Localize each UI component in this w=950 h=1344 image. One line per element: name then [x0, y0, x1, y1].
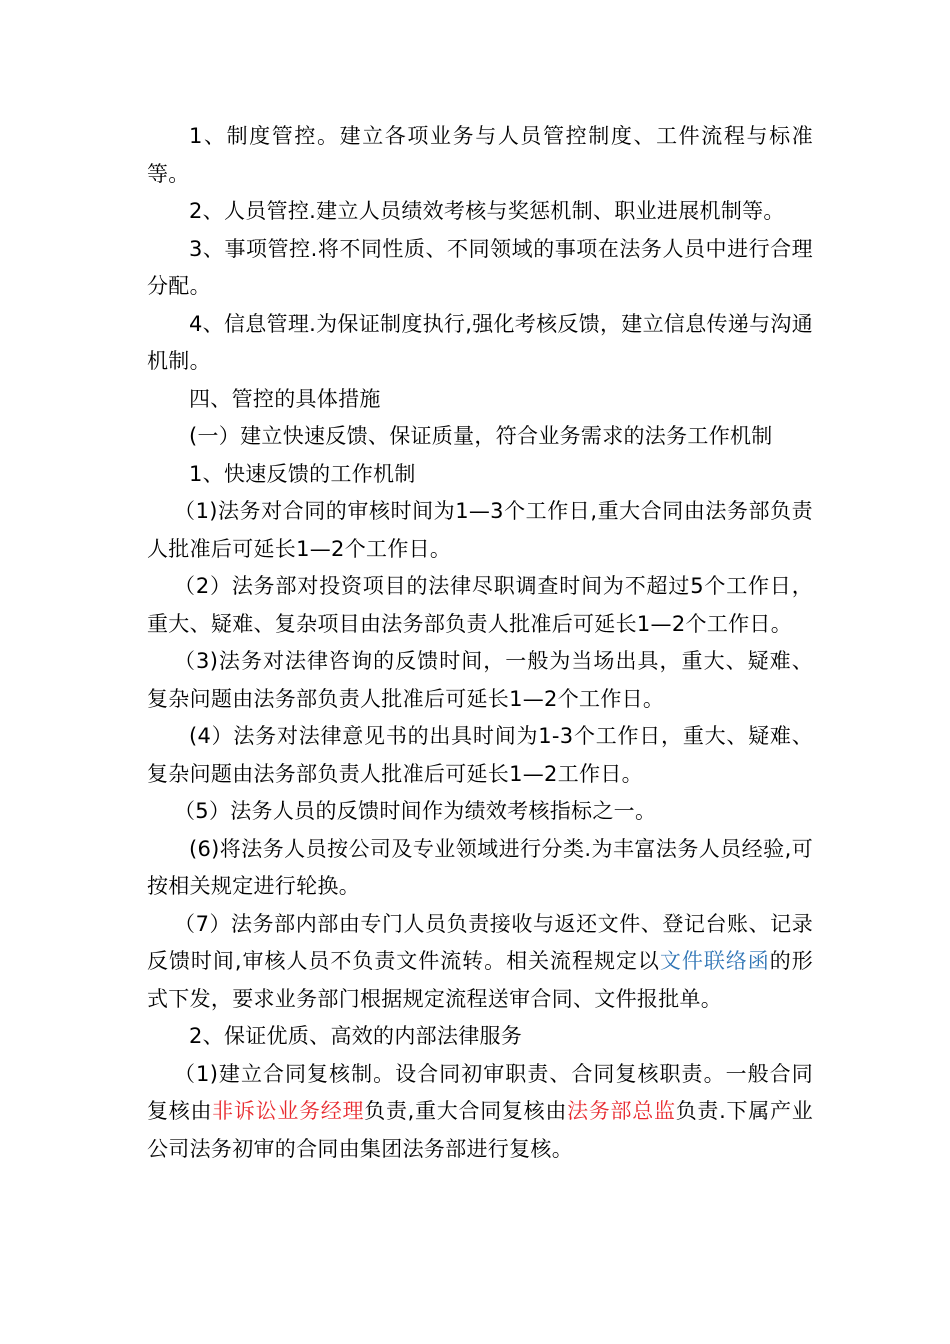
- paragraph-text: （5）法务人员的反馈时间作为绩效考核指标之一。: [174, 799, 657, 823]
- paragraph-text: 1、制度管控。建立各项业务与人员管控制度、工件流程与标准等。: [147, 124, 813, 186]
- paragraph-text: 2、人员管控.建立人员绩效考核与奖惩机制、职业进展机制等。: [189, 199, 785, 223]
- paragraph-p13: [147, 831, 813, 906]
- paragraph-p2: [147, 193, 813, 231]
- paragraph-text: (6)将法务人员按公司及专业领域进行分类.为丰富法务人员经验,可按相关规定进行轮换。: [147, 836, 813, 898]
- paragraph-p12: [147, 793, 813, 831]
- highlighted-text: 法务部总监: [567, 1099, 676, 1123]
- paragraph-p14: [147, 906, 813, 1019]
- paragraph-text: （1)法务对合同的审核时间为1—3个工作日,重大合同由法务部负责人批准后可延长1—2个工作日。: [147, 499, 813, 561]
- paragraph-text: （7）法务部内部由专门人员负责接收与返还文件、登记台账、记录反馈时间,审核人员不负责文件流转。相关流程规定以: [147, 911, 813, 973]
- paragraph-p9: [147, 568, 813, 643]
- paragraph-text: 的形式下发，要求业务部门根据规定流程送审合同、文件报批单。: [147, 949, 814, 1011]
- paragraph-text: 四、管控的具体措施: [189, 386, 381, 411]
- paragraph-p7: [147, 456, 813, 494]
- paragraph-p15: [147, 1018, 813, 1056]
- paragraph-text: （3)法务对法律咨询的反馈时间，一般为当场出具，重大、疑难、复杂问题由法务部负责人批准后可延长1—2个工作日。: [147, 649, 813, 711]
- paragraph-text: 负责.下属产业公司法务初审的合同由集团法务部进行复核。: [147, 1099, 813, 1161]
- link-text[interactable]: 文件联络函: [659, 949, 770, 973]
- paragraph-p3: [147, 231, 813, 306]
- paragraph-p6: [147, 418, 813, 456]
- paragraph-text: 3、事项管控.将不同性质、不同领域的事项在法务人员中进行合理分配。: [147, 236, 813, 298]
- paragraph-text: 1、快速反馈的工作机制: [189, 461, 416, 486]
- paragraph-p1: [147, 118, 813, 193]
- paragraph-p5: [147, 381, 813, 419]
- paragraph-p16: [147, 1056, 813, 1169]
- paragraph-p11: [147, 718, 813, 793]
- paragraph-p10: [147, 643, 813, 718]
- paragraph-text: （2）法务部对投资项目的法律尽职调查时间为不超过5个工作日，重大、疑难、复杂项目由法务部负责人批准后可延长1—2个工作日。: [147, 574, 813, 636]
- document-body: [147, 118, 813, 1168]
- paragraph-text: 2、保证优质、高效的内部法律服务: [189, 1024, 523, 1048]
- paragraph-p4: [147, 306, 813, 381]
- paragraph-text: (4）法务对法律意见书的出具时间为1-3个工作日，重大、疑难、复杂问题由法务部负责人批准后可延长1—2工作日。: [147, 724, 813, 786]
- highlighted-text: 非诉讼业务经理: [212, 1099, 365, 1123]
- paragraph-text: 负责,重大合同复核由: [364, 1099, 568, 1123]
- paragraph-text: (一）建立快速反馈、保证质量，符合业务需求的法务工作机制: [189, 424, 773, 448]
- paragraph-text: （1)建立合同复核制。设合同初审职责、合同复核职责。一般合同复核由: [147, 1061, 813, 1123]
- paragraph-p8: [147, 493, 813, 568]
- paragraph-text: 4、信息管理.为保证制度执行,强化考核反馈，建立信息传递与沟通机制。: [147, 311, 814, 373]
